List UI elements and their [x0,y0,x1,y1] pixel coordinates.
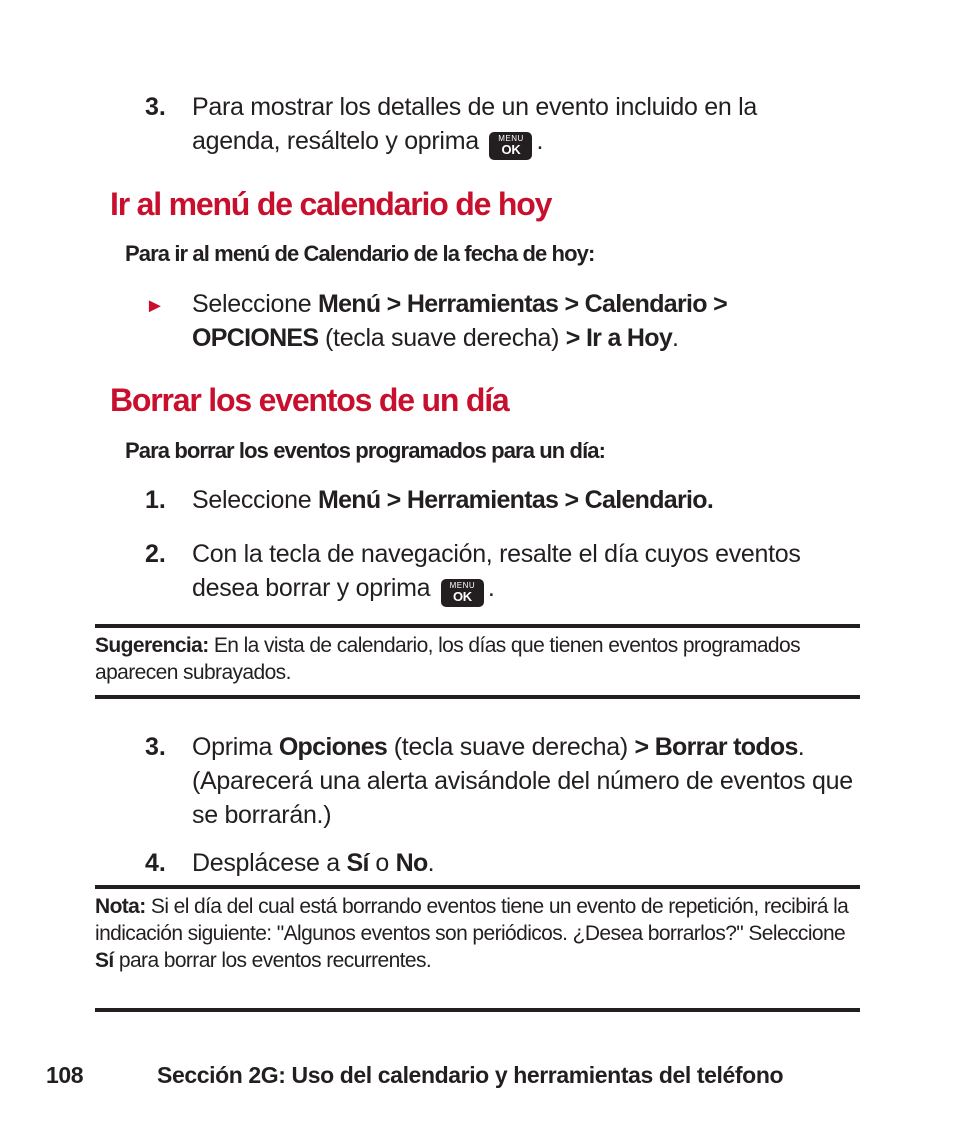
tip-bottom-rule [95,695,860,699]
step-text: Para mostrar los detalles de un evento incluido en la agenda, resáltelo y oprima MENU OK . [192,90,872,160]
step-number: 3. [145,93,166,121]
page-number: 108 [46,1062,84,1088]
section-intro-delete: Para borrar los eventos programados para un día: [125,438,606,463]
bullet-arrow-icon: ► [145,295,165,317]
note-top-rule [95,885,860,889]
menu-ok-key-icon: MENU OK [489,132,532,160]
note-box: Nota: Si el día del cual está borrando eventos tiene un evento de repetición, recibirá la indicación siguiente: "Algunos eventos son periódicos. ¿Desea borrarlos?" Seleccione Sí para borrar los eventos recurrentes. [95,895,849,972]
menu-ok-key-icon: MENU OK [441,579,484,607]
footer-section-title: Sección 2G: Uso del calendario y herramientas del teléfono [157,1062,784,1088]
section-heading-delete: Borrar los eventos de un día [110,382,509,418]
tip-label: Sugerencia: [95,634,209,657]
section-heading-today: Ir al menú de calendario de hoy [110,186,552,222]
note-bottom-rule [95,1008,860,1012]
tip-box [95,632,860,686]
note-label: Nota: [95,895,146,918]
tip-text: En la vista de calendario, los días que tienen eventos programados aparecen subrayados. [95,634,800,684]
section-intro-today: Para ir al menú de Calendario de la fecha de hoy: [125,241,595,266]
tip-top-rule [95,624,860,628]
